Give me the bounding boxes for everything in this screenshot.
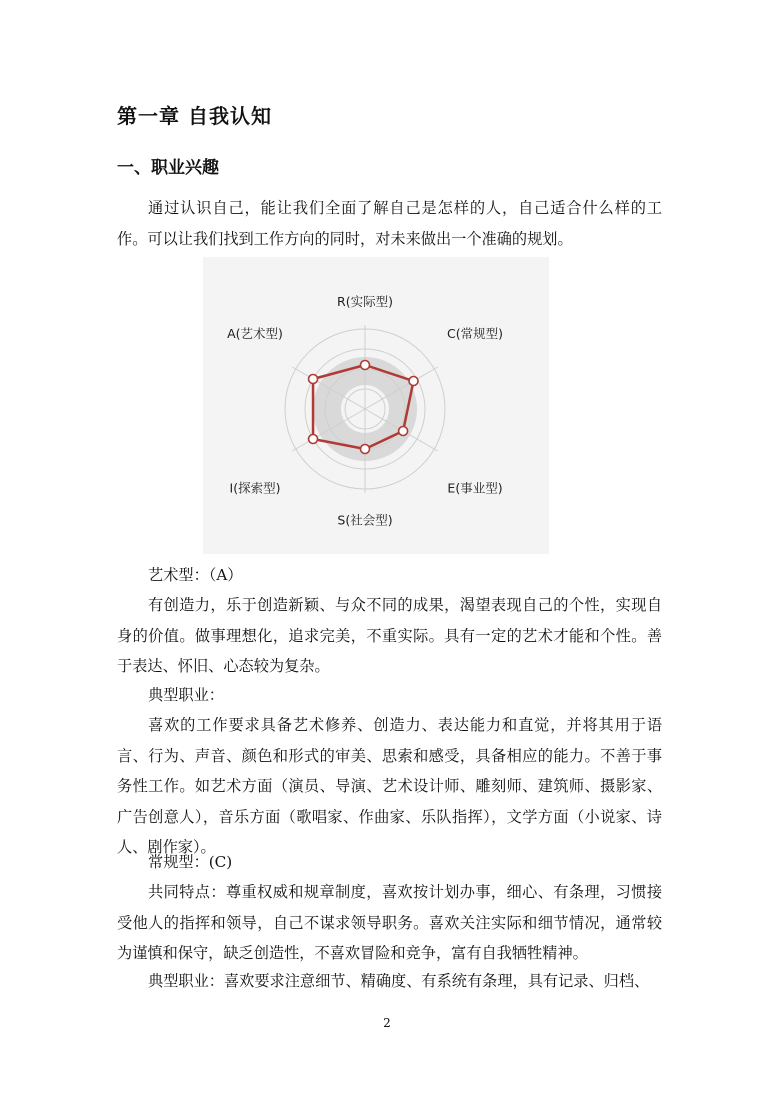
radar-data-point xyxy=(399,427,408,436)
conventional-traits: 共同特点：尊重权威和规章制度，喜欢按计划办事，细心、有条理，习惯接受他人的指挥和领导，自己不谋求领导职务。喜欢关注实际和细节情况，通常较为谨慎和保守，缺乏创造性，不喜欢冒险和竞争，富有自我牺牲精神。 xyxy=(117,883,662,962)
page-number: 2 xyxy=(383,1016,391,1030)
radar-axis-label: I(探索型) xyxy=(229,480,281,496)
conventional-jobs: 典型职业：喜欢要求注意细节、精确度、有系统有条理，具有记录、归档、 xyxy=(148,972,650,990)
chapter-title: 第一章 自我认知 xyxy=(117,104,272,128)
conventional-type-label: 常规型：(C) xyxy=(148,853,233,871)
radar-data-point xyxy=(361,361,370,370)
radar-data-point xyxy=(309,375,318,384)
artistic-jobs: 喜欢的工作要求具备艺术修养、创造力、表达能力和直觉，并将其用于语言、行为、声音、颜色和形式的审美、思索和感受，具备相应的能力。不善于事务性工作。如艺术方面（演员、导演、艺术设计师、雕刻师、建筑师、摄影家、广告创意人），音乐方面（歌唱家、作曲家、乐队指挥），文学方面（小说家、诗人、剧作家）。 xyxy=(117,716,662,856)
radar-data-point xyxy=(409,377,418,386)
radar-data-point xyxy=(309,435,318,444)
radar-axis-label: R(实际型) xyxy=(337,294,393,309)
radar-data-point xyxy=(361,445,370,454)
radar-axis-label: E(事业型) xyxy=(447,480,503,496)
artistic-description: 有创造力，乐于创造新颖、与众不同的成果，渴望表现自己的个性，实现自身的价值。做事理想化，追求完美，不重实际。具有一定的艺术才能和个性。善于表达、怀旧、心态较为复杂。 xyxy=(117,596,662,675)
artistic-jobs-label: 典型职业： xyxy=(148,686,224,704)
artistic-type-label: 艺术型：（A） xyxy=(148,566,243,584)
radar-chart-figure xyxy=(203,257,549,554)
radar-chart xyxy=(203,257,549,554)
radar-axis-label: A(艺术型) xyxy=(227,326,283,341)
intro-paragraph: 通过认识自己，能让我们全面了解自己是怎样的人，自己适合什么样的工作。可以让我们找到工作方向的同时，对未来做出一个准确的规划。 xyxy=(117,199,662,248)
section-title: 一、职业兴趣 xyxy=(117,158,219,178)
radar-axis-label: S(社会型) xyxy=(337,512,393,528)
radar-axis-label: C(常规型) xyxy=(447,326,503,341)
